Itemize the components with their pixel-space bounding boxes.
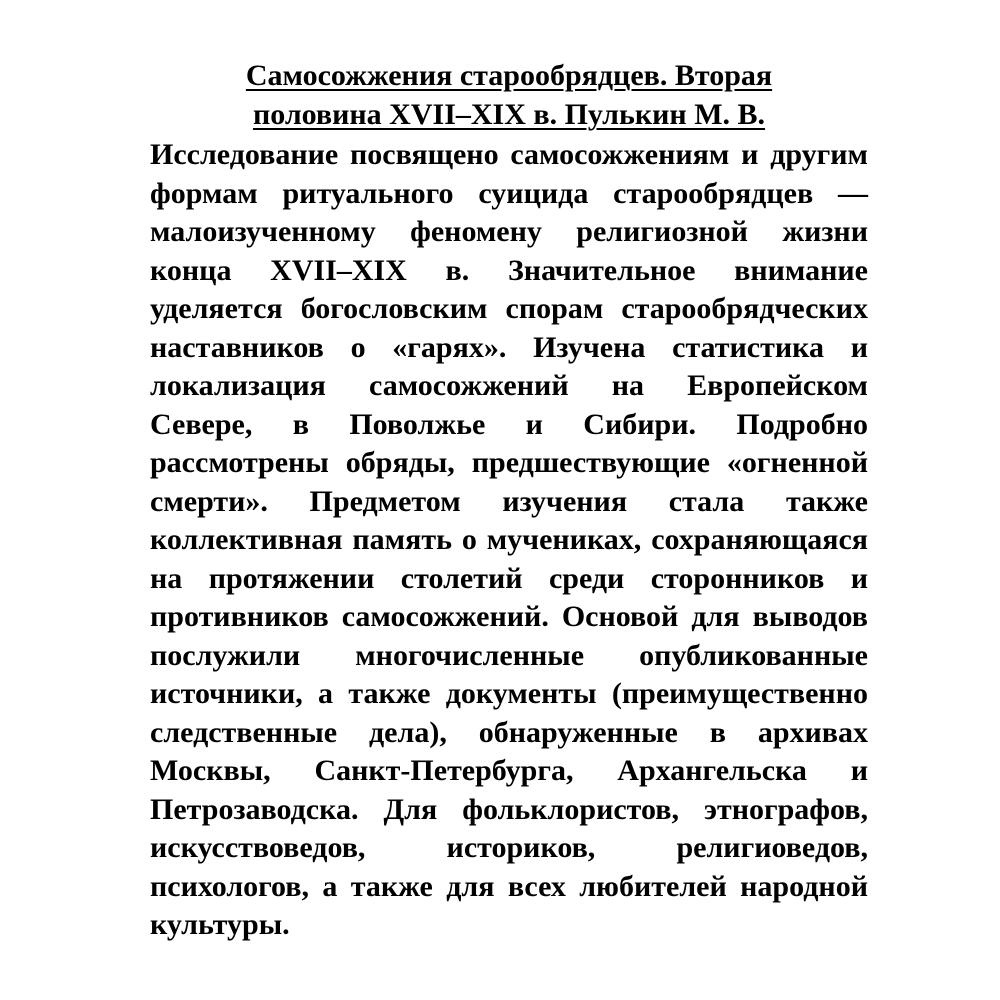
title-line-1: Самосожжения старообрядцев. Вторая (245, 59, 773, 92)
title-line-2: половина XVII–XIX в. Пулькин М. В. (252, 98, 766, 131)
document-title (150, 56, 868, 134)
document-body-text: Исследование посвящено самосожжениям и другим формам ритуального суицида старообрядцев — малоизученному феномену религиозной жизни конца XVII–XIX в. Значительное внимание уделяется богословским спорам старообрядческих наставников о «гарях». Изучена статистика и локализация самосожжений на Европейском Севере, в Поволжье и Сибири. Подробно рассмотрены обряды, предшествующие «огненной смерти». Предметом изучения стала также коллективная память о мучениках, сохраняющаяся на протяжении столетий среди сторонников и противников самосожжений. Основой для выводов послужили многочисленные опубликованные источники, а также документы (преимущественно следственные дела), обнаруженные в архивах Москвы, Санкт-Петербурга, Архангельска и Петрозаводска. Для фольклористов, этнографов, искусствоведов, историков, религиоведов, психологов, а также для всех любителей народной культуры. (150, 138, 868, 941)
document-page (150, 56, 868, 945)
